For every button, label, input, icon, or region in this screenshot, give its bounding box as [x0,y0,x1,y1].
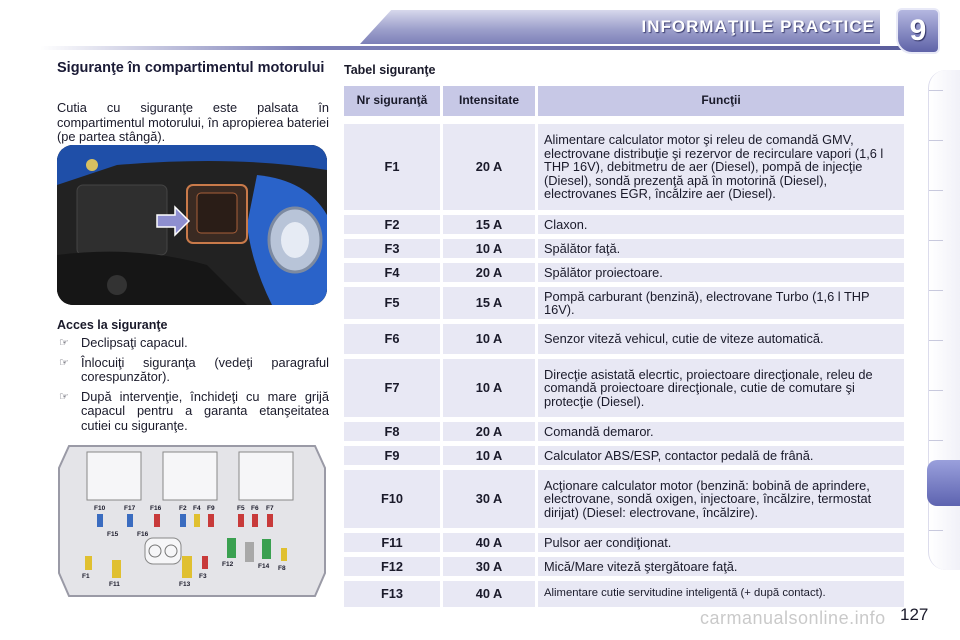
table-row [344,124,904,210]
fuse-function: Spălător proiectoare. [538,263,904,282]
watermark: carmanualsonline.info [700,608,886,628]
engine-compartment-photo [57,145,327,305]
tab-divider [929,140,943,141]
tab-divider [929,290,943,291]
fuse-number: F11 [344,533,440,552]
fuse-label-f5: F5 [237,505,245,512]
table-row [344,324,904,354]
fuse-function: Mică/Mare viteză ştergătoare faţă. [538,557,904,576]
table-row [344,557,904,576]
tab-divider [929,390,943,391]
fuse-function: Senzor viteză vehicul, cutie de viteze automatică. [538,324,904,354]
list-item: ☞ După intervenţie, închideţi cu mare grijă capacul pentru a garanta etanşeitatea cutiei cu siguranţe. [59,388,329,433]
table-row [344,533,904,552]
fuse-function: Acţionare calculator motor (benzină: bobină de aprindere, electrovane, sondă oxigen, injectoare, încălzire, termostat dirijat) (Diesel: electrovane, încălzire). [538,470,904,528]
pointing-hand-icon: ☞ [59,337,69,349]
fuse-number: F9 [344,446,440,465]
fuse-label-f3: F3 [199,573,207,580]
fuse-label-f6: F6 [251,505,259,512]
header-fuse-number: Nr siguranţă [344,86,440,116]
engine-illustration [57,145,327,305]
fuse-intensity: 10 A [443,446,535,465]
fuse-table [344,86,904,612]
fuse-function: Pulsor aer condiţionat. [538,533,904,552]
fuse-intensity: 40 A [443,533,535,552]
table-row [344,359,904,417]
fuse-function: Spălător faţă. [538,239,904,258]
fuse-intensity: 30 A [443,557,535,576]
table-row [344,422,904,441]
fuse-function: Calculator ABS/ESP, contactor pedală de frână. [538,446,904,465]
fuse-number: F13 [344,581,440,607]
fuse-label-f1: F1 [82,573,90,580]
fuse-number: F3 [344,239,440,258]
table-row [344,581,904,607]
pointing-hand-icon: ☞ [59,390,69,403]
fuse-intensity: 15 A [443,287,535,319]
fuse-function: Comandă demaror. [538,422,904,441]
fuse-label-f4: F4 [193,505,201,512]
tab-divider [929,240,943,241]
fuse-label-f9: F9 [207,505,215,512]
fuse-number: F1 [344,124,440,210]
fuse-label-f12: F12 [222,561,234,568]
header-intensity: Intensitate [443,86,535,116]
header-function: Funcţii [538,86,904,116]
fuse-number: F7 [344,359,440,417]
pointing-hand-icon: ☞ [59,356,69,369]
chapter-tab-strip [928,70,960,570]
fuse-function: Alimentare calculator motor şi releu de comandă GMV, electrovane distribuţie şi rezervor de recirculare vapori (1,6 l THP 16V), debitmetru de aer (Diesel), pompă de injecţie (Diesel), sondă prezenţă apă în motorină (Diesel), electrovanes EGR, încălzire aer (Diesel). [538,124,904,210]
fuse-label-f11: F11 [109,581,120,588]
table-row [344,263,904,282]
fuse-number: F10 [344,470,440,528]
active-chapter-tab[interactable] [927,460,960,506]
fuse-function: Alimentare cutie servitudine inteligentă (+ după contact). [538,581,904,607]
table-title: Tabel siguranţe [344,63,436,77]
fuse-label-f10: F10 [94,505,106,512]
access-steps-list [57,336,329,438]
table-row [344,287,904,319]
page-number: 127 [900,605,929,624]
fuse-label-f2: F2 [179,505,187,512]
tab-divider [929,90,943,91]
fuse-intensity: 10 A [443,239,535,258]
fuse-intensity: 20 A [443,422,535,441]
tab-divider [929,440,943,441]
fuse-label-f13: F13 [179,581,191,588]
tab-divider [929,530,943,531]
fuse-function: Direcţie asistată elecrtic, proiectoare direcţionale, releu de comandă proiectoare direcţionale, cutie de comutare şi protecţie (Diesel). [538,359,904,417]
fuse-number: F4 [344,263,440,282]
access-title: Acces la siguranţe [57,318,168,332]
fuse-number: F12 [344,557,440,576]
tab-divider [929,190,943,191]
intro-paragraph: Cutia cu siguranţe este palsata în compartimentul motorului, în apropierea bateriei (pe partea stângă). [57,100,329,144]
table-row [344,239,904,258]
fuse-label-f15: F15 [107,531,119,538]
fuse-label-f8: F8 [278,565,286,572]
table-row [344,470,904,528]
fuse-intensity: 10 A [443,359,535,417]
fuse-label-f7: F7 [266,505,274,512]
table-row [344,446,904,465]
chapter-number-badge[interactable]: 9 [896,8,940,54]
fuse-number: F2 [344,215,440,234]
header-rule [40,46,910,50]
fuse-intensity: 40 A [443,581,535,607]
fuse-function: Claxon. [538,215,904,234]
fuse-number: F8 [344,422,440,441]
table-row [344,215,904,234]
fuse-label-f16b: F16 [137,531,149,538]
fuse-function: Pompă carburant (benzină), electrovane Turbo (1,6 l THP 16V). [538,287,904,319]
fuse-label-f16: F16 [150,505,162,512]
fuse-intensity: 30 A [443,470,535,528]
list-item: ☞ Declipsaţi capacul. [59,335,188,350]
fuse-label-f14: F14 [258,563,270,570]
table-header-row [344,86,904,116]
fuse-number: F5 [344,287,440,319]
fuse-box-illustration [57,438,327,603]
fuse-box-diagram [57,438,327,603]
fuse-intensity: 20 A [443,124,535,210]
section-title: Siguranţe în compartimentul motorului [57,60,325,76]
fuse-intensity: 10 A [443,324,535,354]
list-item: ☞ Înlocuiţi siguranţa (vedeţi paragraful corespunzător). [59,354,329,384]
fuse-label-f17: F17 [124,505,136,512]
fuse-intensity: 20 A [443,263,535,282]
fuse-number: F6 [344,324,440,354]
chapter-title: INFORMAŢIILE PRACTICE [641,17,875,36]
tab-divider [929,340,943,341]
fuse-intensity: 15 A [443,215,535,234]
